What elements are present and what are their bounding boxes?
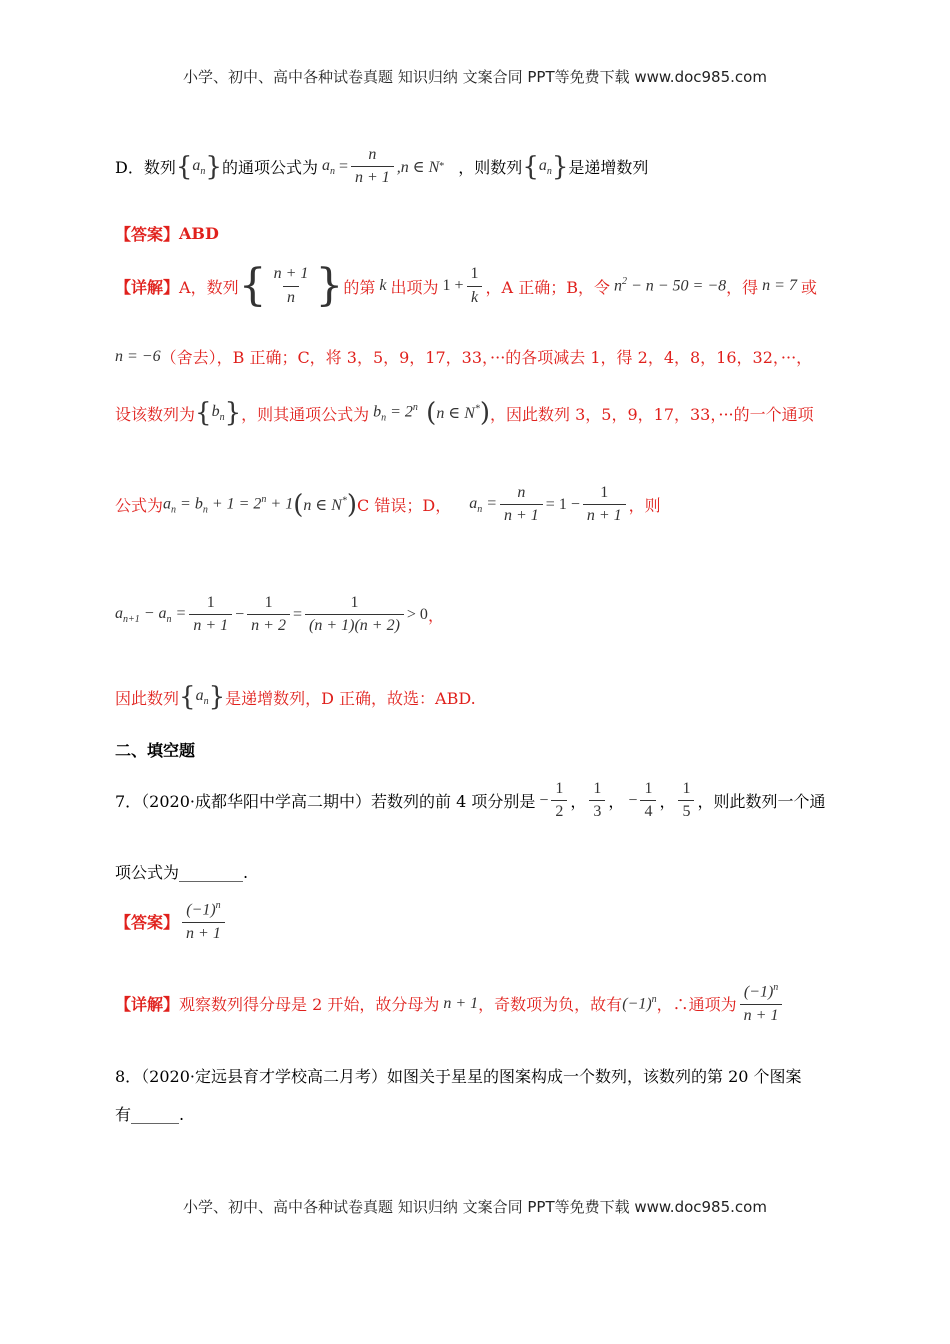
detail-1-line-3: 设该数列为 { $b_n$ } ，则其通项公式为 $b_n = 2^n$ ( n ∈ N* ) ，因此数列 3，5，9，17，33，···的一个通项: [115, 398, 814, 428]
detail-7: 【详解】 观察数列得分母是 2 开始，故分母为 n + 1 ，奇数项为负，故有 $(-1)^n$ ，∴通项为 $\frac{(-1)^n}{n + 1}$: [115, 982, 785, 1025]
question-7: 7．（2020·成都华阳中学高二期中）若数列的前 4 项分别是 − $\frac{1}{2}$ ， $\frac{1}{3}$ ， − $\frac{1}{4}$ ， $\frac{1}{5}$ ，则此数列一个通: [115, 780, 826, 821]
page-footer: 小学、初中、高中各种试卷真题 知识归纳 文案合同 PPT等免费下载 www.doc985.com: [183, 1198, 767, 1216]
question-8-line-1: 8．（2020·定远县育才学校高二月考）如图关于星星的图案构成一个数列，该数列的第 20 个图案: [115, 1067, 802, 1086]
detail-1-line-6: 因此数列 { $a_n$ } 是递增数列，D 正确，故选：ABD.: [115, 682, 476, 712]
detail-1-line-4: 公式为 $a_n = b_n + 1 = 2^n + 1$ ( n ∈ N* ) C 错误；D， $a_n$ = $\frac{n}{n + 1}$ = 1 − $\frac{1}{n + 1}$ ，则: [115, 484, 661, 525]
answer-1: 【答案】 ABD: [115, 224, 219, 244]
answer-7: 【答案】 $\frac{(-1)^n}{n + 1}$: [115, 900, 228, 943]
detail-1-equation: $a_{n+1} - a_n$ = $\frac{1}{n + 1}$ − $\frac{1}{n + 2}$ = $\frac{1}{(n + 1)(n + 2)}$ > 0 ，: [115, 594, 444, 635]
section-title: 二、填空题: [115, 741, 196, 760]
page-header: 小学、初中、高中各种试卷真题 知识归纳 文案合同 PPT等免费下载 www.doc985.com: [183, 68, 767, 86]
option-d: D．数列 { $a_n$ } 的通项公式为 $a_n$ = $\frac{n}{n + 1}$ ,n ∈ N * ，则数列 { $a_n$ } 是递增数列: [115, 146, 649, 187]
detail-1-line-1: 【详解】 A，数列 { $\frac{n + 1}{n}$ } 的第 k 出项为 1 + $\frac{1}{k}$ ，A 正确；B，令 $n^2 - n - 50 = -8$ ，得 n = 7 或: [115, 260, 817, 311]
detail-1-line-2: n = −6 （舍去），B 正确；C，将 3，5，9，17，33，···的各项减去 1，得 2，4，8，16，32，···，: [115, 347, 813, 367]
question-7-blank: 项公式为________.: [115, 863, 249, 882]
question-8-line-2: 有______.: [115, 1105, 185, 1124]
